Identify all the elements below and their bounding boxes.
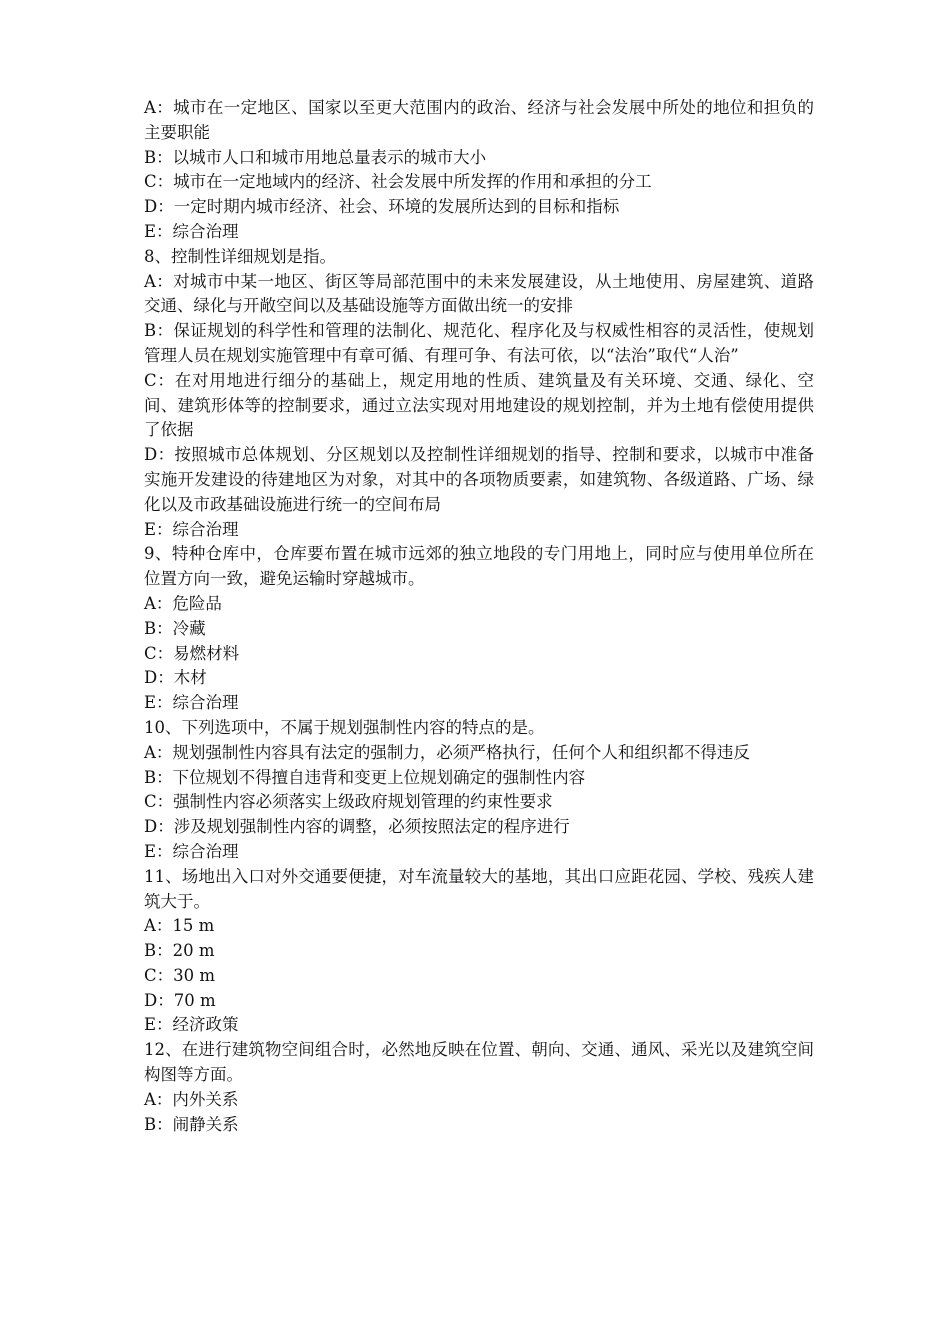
option-line: C：易燃材料	[144, 643, 240, 663]
option-line: A：内外关系	[144, 1089, 239, 1109]
option-line: C：强制性内容必须落实上级政府规划管理的约束性要求	[144, 792, 553, 812]
option-line: A：15 m	[144, 916, 215, 936]
option-line: B：下位规划不得擅自违背和变更上位规划确定的强制性内容	[144, 767, 586, 787]
question-line: 8、控制性详细规划是指。	[144, 246, 336, 266]
option-line: E：综合治理	[144, 841, 239, 861]
option-line: E：综合治理	[144, 221, 239, 241]
option-line: C：在对用地进行细分的基础上，规定用地的性质、建筑量及有关环境、交通、绿化、空间、建筑形体等的控制要求，通过立法实现对用地建设的规划控制，并为土地有偿使用提供了依据	[144, 370, 814, 440]
option-line: B：20 m	[144, 941, 215, 961]
option-line: D：木材	[144, 668, 207, 688]
option-line: D：一定时期内城市经济、社会、环境的发展所达到的目标和指标	[144, 197, 620, 217]
option-line: B：冷藏	[144, 618, 206, 638]
option-line: A：规划强制性内容具有法定的强制力，必须严格执行，任何个人和组织都不得违反	[144, 742, 750, 762]
option-line: C：30 m	[144, 965, 216, 985]
question-line: 12、在进行建筑物空间组合时，必然地反映在位置、朝向、交通、通风、采光以及建筑空间构图等方面。	[144, 1040, 814, 1085]
question-line: 11、场地出入口对外交通要便捷，对车流量较大的基地，其出口应距花园、学校、残疾人建筑大于。	[144, 866, 814, 911]
option-line: A：危险品	[144, 593, 222, 613]
question-line: 10、下列选项中，不属于规划强制性内容的特点的是。	[144, 717, 545, 737]
option-line: E：综合治理	[144, 693, 239, 713]
option-line: B：闹静关系	[144, 1114, 239, 1134]
option-line: A：城市在一定地区、国家以至更大范围内的政治、经济与社会发展中所处的地位和担负的主要职能	[144, 98, 814, 142]
option-line: B：保证规划的科学性和管理的法制化、规范化、程序化及与权威性相容的灵活性，使规划管理人员在规划实施管理中有章可循、有理可争、有法可依，以“法治”取代“人治”	[144, 321, 814, 365]
option-line: E：经济政策	[144, 1015, 239, 1035]
document-body	[144, 96, 814, 1137]
option-line: A：对城市中某一地区、街区等局部范围中的未来发展建设，从土地使用、房屋建筑、道路交通、绿化与开敞空间以及基础设施等方面做出统一的安排	[144, 271, 814, 316]
option-line: D：涉及规划强制性内容的调整，必须按照法定的程序进行	[144, 817, 570, 837]
option-line: D：按照城市总体规划、分区规划以及控制性详细规划的指导、控制和要求，以城市中准备实施开发建设的待建地区为对象，对其中的各项物质要素，如建筑物、各级道路、广场、绿化以及市政基础设施进行统一的空间布局	[144, 445, 814, 514]
option-line: D：70 m	[144, 990, 216, 1010]
option-line: C：城市在一定地域内的经济、社会发展中所发挥的作用和承担的分工	[144, 172, 652, 192]
question-line: 9、特种仓库中，仓库要布置在城市远郊的独立地段的专门用地上，同时应与使用单位所在位置方向一致，避免运输时穿越城市。	[144, 544, 814, 589]
option-line: B：以城市人口和城市用地总量表示的城市大小	[144, 147, 487, 167]
option-line: E：综合治理	[144, 519, 239, 539]
